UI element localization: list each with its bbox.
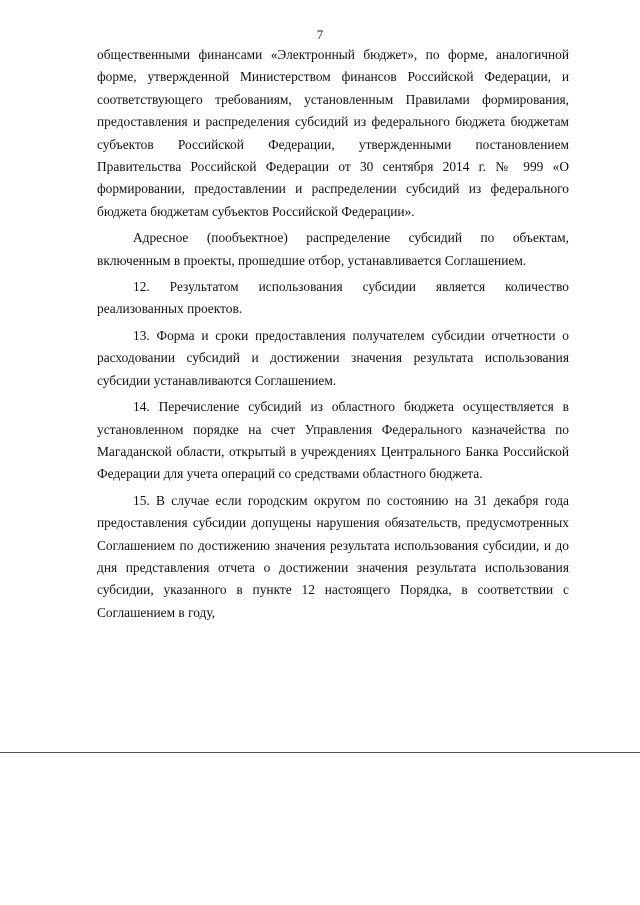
paragraph-item-15: 15. В случае если городским округом по состоянию на 31 декабря года предоставления субсидии допущены нарушения обязательств, предусмотренных Соглашением по достижению значения результата использования субсидии, и до дня представления отчета о достижении значения результата использования субсидии, указанного в пункте 12 настоящего Порядка, в соответствии с Соглашением в году,	[97, 492, 569, 620]
page-bottom-edge	[0, 752, 640, 753]
document-body	[97, 44, 569, 624]
paragraph-item-12: 12. Результатом использования субсидии является количество реализованных проектов.	[97, 279, 569, 317]
paragraph-continuation: общественными финансами «Электронный бюджет», по форме, аналогичной форме, утвержденной Министерством финансов Российской Федерации, и соответствующего требованиям, установленным Правилами формирования, предоставления и распределения субсидий из федерального бюджета бюджетам субъектов Российской Федерации, утвержденными постановлением Правительства Российской Федерации от 30 сентября 2014 г. № 999 «О формировании, предоставлении и распределении субсидий из федерального бюджета бюджетам субъектов Российской Федерации».	[97, 47, 569, 219]
paragraph-item-14: 14. Перечисление субсидий из областного бюджета осуществляется в установленном порядке на счет Управления Федерального казначейства по Магаданской области, открытый в учреждениях Центрального Банка Российской Федерации для учета операций со средствами областного бюджета.	[97, 399, 569, 482]
paragraph-item-13: 13. Форма и сроки предоставления получателем субсидии отчетности о расходовании субсидий и достижении значения результата использования субсидии устанавливаются Соглашением.	[97, 327, 569, 388]
page-number: 7	[316, 27, 324, 42]
paragraph-address-distribution: Адресное (пообъектное) распределение субсидий по объектам, включенным в проекты, прошедшие отбор, устанавливается Соглашением.	[97, 230, 569, 268]
